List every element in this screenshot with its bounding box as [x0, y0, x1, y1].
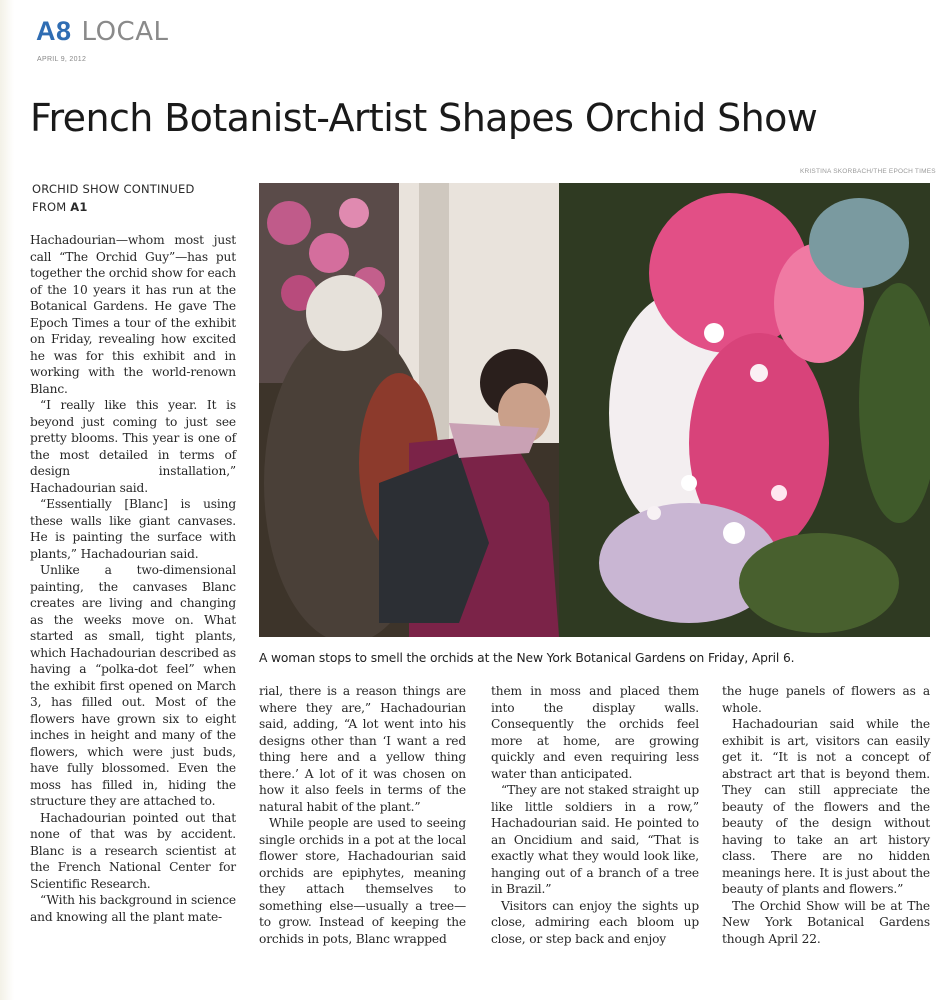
page-number: A8: [36, 16, 72, 46]
section-name: LOCAL: [81, 17, 169, 47]
continued-label: ORCHID SHOW CONTINUED FROM: [32, 182, 195, 214]
article-column-3: [491, 683, 699, 947]
paragraph: “Essentially [Blanc] is using these walls like giant canvases. He is painting the surface with plants,” Hachadourian said.: [30, 497, 236, 561]
continued-from-note: [32, 180, 232, 216]
paragraph: “They are not staked straight up like little soldiers in a row,” Hachadourian said. He pointed to an Oncidium and said, “That is exactly what they would look like, hanging out of a branch of a tree in Brazil.”: [491, 783, 699, 896]
article-column-1: [30, 232, 236, 925]
orchid-photo-illustration: [259, 183, 930, 637]
paragraph: “With his background in science and knowing all the plant mate-: [30, 893, 236, 924]
article-headline: French Botanist-Artist Shapes Orchid Show: [30, 96, 818, 140]
continued-page-ref: A1: [70, 200, 88, 214]
paragraph: Unlike a two-dimensional painting, the canvases Blanc creates are living and changing as the weeks move on. What started as small, tight plants, which Hachadourian described as having a “polka-dot feel” when the exhibit first opened on March 3, has filled out. Most of the flowers have grown six to eight inches in height and many of the flowers, which were just buds, have fully blossomed. Even the moss has filled in, hiding the structure they are attached to.: [30, 563, 236, 808]
paragraph: Visitors can enjoy the sights up close, admiring each bloom up close, or step back and enjoy: [491, 898, 699, 946]
paragraph: Hachadourian said while the exhibit is art, visitors can easily get it. “It is not a concept of abstract art that is beyond them. They can still appreciate the beauty of the flowers and the beauty of the design without having to take an art history class. There are no hidden meanings here. It is just about the beauty of plants and flowers.”: [722, 717, 930, 896]
article-column-4: [722, 683, 930, 947]
page-edge-shadow: [0, 0, 14, 1000]
paragraph: Hachadourian—whom most just call “The Orchid Guy”—has put together the orchid show for each of the 10 years it has run at the Botanical Gardens. He gave The Epoch Times a tour of the exhibit on Friday, revealing how excited he was for this exhibit and in working with the world-renown Blanc.: [30, 233, 236, 396]
photo-caption: A woman stops to smell the orchids at the New York Botanical Gardens on Friday, April 6.: [259, 651, 795, 665]
paragraph: While people are used to seeing single orchids in a pot at the local flower store, Hachadourian said orchids are epiphytes, meaning they attach themselves to something else—usually a tree—to grow. Instead of keeping the orchids in pots, Blanc wrapped: [259, 816, 466, 946]
paragraph: Hachadourian pointed out that none of that was by accident. Blanc is a research scientist at the French National Center for Scientific Research.: [30, 810, 236, 891]
paragraph: them in moss and placed them into the display walls. Consequently the orchids feel more at home, are growing quickly and even requiring less water than anticipated.: [491, 684, 699, 781]
article-column-2: [259, 683, 466, 947]
paragraph: rial, there is a reason things are where they are,” Hachadourian said, adding, “A lot went into his designs other than ‘I want a red thing here and a yellow thing there.’ A lot of it was chosen on how it also feels in terms of the natural habit of the plant.”: [259, 684, 466, 814]
page-masthead: [36, 16, 168, 47]
photo-credit: KRISTINA SKORBACH/THE EPOCH TIMES: [800, 168, 936, 175]
article-photo: [259, 183, 930, 637]
paragraph: The Orchid Show will be at The New York Botanical Gardens though April 22.: [722, 898, 930, 946]
issue-date: APRIL 9, 2012: [37, 56, 87, 63]
paragraph: “I really like this year. It is beyond just coming to just see pretty blooms. This year is one of the most detailed in terms of design installation,” Hachadourian said.: [30, 398, 236, 495]
paragraph: the huge panels of flowers as a whole.: [722, 684, 930, 715]
